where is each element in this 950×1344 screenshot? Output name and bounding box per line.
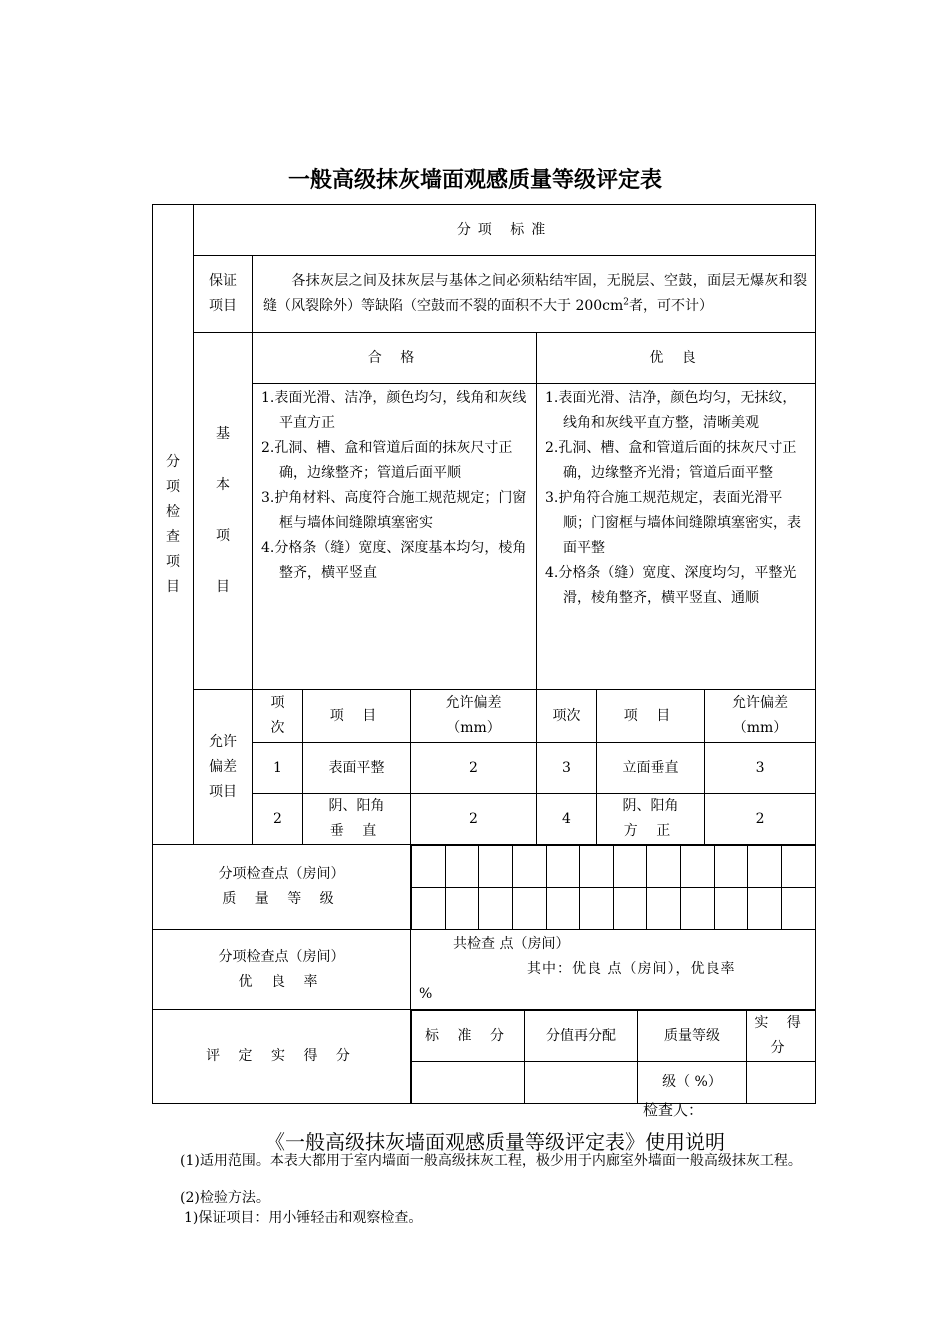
- page-title: 一般高级抹灰墙面观感质量等级评定表: [287, 168, 662, 193]
- score-label: 评 定 实 得 分: [153, 1010, 411, 1104]
- tol-item: 立面垂直: [597, 743, 705, 794]
- instructions-p2: (2)检验方法。: [180, 1190, 270, 1206]
- tol-item: 阴、阳角 垂 直: [303, 794, 411, 845]
- tol-dev: 2: [411, 794, 537, 845]
- tol-dev: 3: [705, 743, 816, 794]
- score-grid: [411, 1010, 816, 1104]
- tol-item: 阴、阳角 方 正: [597, 794, 705, 845]
- standard-header: 分项 标准: [194, 205, 816, 256]
- quality-grade-label: 分项检查点（房间） 质 量 等 级: [153, 845, 411, 930]
- tol-dev: 2: [411, 743, 537, 794]
- tol-no: 3: [537, 743, 597, 794]
- good-rate-label: 分项检查点（房间） 优 良 率: [153, 930, 411, 1010]
- guarantee-label: 保证 项目: [194, 256, 253, 333]
- guarantee-text: 各抹灰层之间及抹灰层与基体之间必须粘结牢固，无脱层、空鼓，面层无爆灰和裂缝（风裂除外）等缺陷（空鼓而不裂的面积不大于 $200cm^2$者，可不计）: [253, 256, 816, 333]
- good-items: 1.表面光滑、洁净，颜色均匀，无抹纹，线角和灰线平直方整，清晰美观 2.孔洞、槽、盒和管道后面的抹灰尺寸正确，边缘整齐光滑；管道后面平整 3.护角符合施工规范规定，表面光滑平顺；门窗框与墙体间缝隙填塞密实，表面平整 4.分格条（缝）宽度、深度均匀，平整光滑，棱角整齐，横平竖直、通顺: [537, 384, 816, 690]
- section-label: 分 项 检 查 项 目: [153, 205, 194, 845]
- tol-dev: 2: [705, 794, 816, 845]
- good-header: 优 良: [537, 333, 816, 384]
- evaluation-table: [152, 204, 816, 1104]
- tol-no: 1: [253, 743, 303, 794]
- grade-text: 级（ %）: [638, 1062, 747, 1104]
- basic-label: 基 本 项 目: [194, 333, 253, 690]
- score-redistribute: 分值再分配: [525, 1011, 638, 1062]
- col-dev: 允许偏差 （mm）: [411, 690, 537, 743]
- col-item: 项 目: [303, 690, 411, 743]
- tolerance-label: 允许 偏差 项目: [194, 690, 253, 845]
- tol-no: 4: [537, 794, 597, 845]
- score-actual: 实 得 分: [747, 1011, 816, 1062]
- tol-no: 2: [253, 794, 303, 845]
- pass-header: 合 格: [253, 333, 537, 384]
- tol-item: 表面平整: [303, 743, 411, 794]
- instructions-title: 《一般高级抹灰墙面观感质量等级评定表》使用说明: [265, 1130, 725, 1154]
- score-standard: 标 准 分: [412, 1011, 525, 1062]
- quality-grade-grid: [411, 845, 816, 930]
- col-no-2: 项次: [537, 690, 597, 743]
- score-quality-grade: 质量等级: [638, 1011, 747, 1062]
- col-item-2: 项 目: [597, 690, 705, 743]
- col-no: 项 次: [253, 690, 303, 743]
- good-rate-content: 共检查 点（房间） 其中：优良 点（房间），优良率 %: [411, 930, 816, 1010]
- checker-label: 检查人：: [643, 1101, 704, 1119]
- col-dev-2: 允许偏差 （mm）: [705, 690, 816, 743]
- instructions-p1: (1)适用范围。本表大都用于室内墙面一般高级抹灰工程，极少用于内廊室外墙面一般高级抹灰工程。: [180, 1153, 802, 1169]
- instructions-p3: 1)保证项目：用小锤轻击和观察检查。: [184, 1210, 423, 1226]
- pass-items: 1.表面光滑、洁净，颜色均匀，线角和灰线平直方正 2.孔洞、槽、盒和管道后面的抹灰尺寸正确，边缘整齐；管道后面平顺 3.护角材料、高度符合施工规范规定；门窗框与墙体间缝隙填塞密实 4.分格条（缝）宽度、深度基本均匀，棱角整齐，横平竖直: [253, 384, 537, 690]
